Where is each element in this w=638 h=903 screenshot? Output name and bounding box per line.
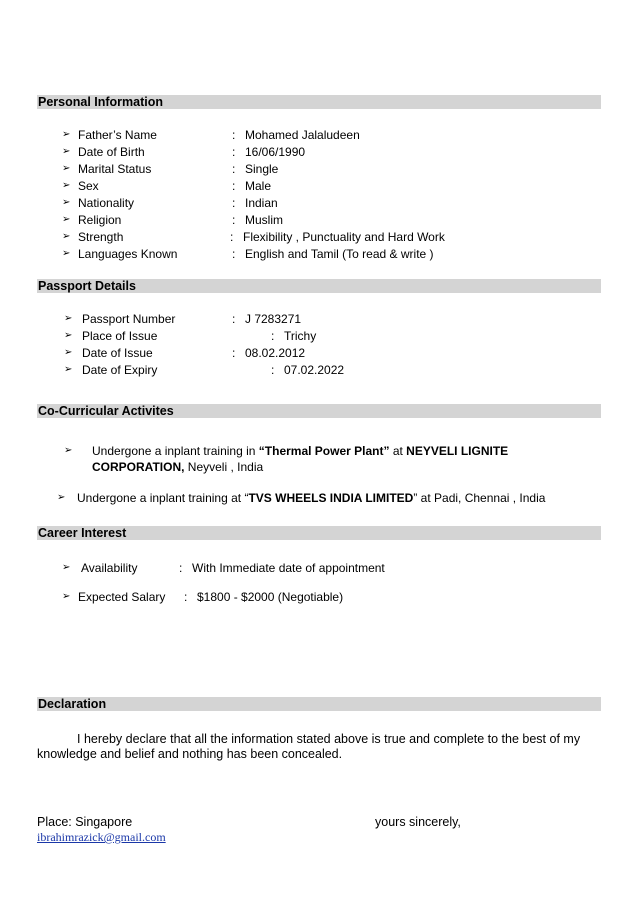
email-link[interactable]: ibrahimrazick@gmail.com	[37, 830, 166, 844]
field-label: Expected Salary	[78, 590, 166, 604]
training-line-1: Undergone a inplant training in “Thermal Power Plant” at NEYVELI LIGNITE	[92, 444, 509, 458]
arrow-bullet-icon: ➢	[62, 248, 71, 259]
field-label: Availability	[81, 561, 138, 575]
arrow-bullet-icon: ➢	[57, 492, 66, 503]
field-separator: :	[271, 329, 275, 343]
field-separator: :	[232, 312, 236, 326]
field-value: English and Tamil (To read & write )	[245, 247, 434, 261]
field-value: 07.02.2022	[284, 363, 345, 377]
passport-row-expiry	[0, 362, 638, 378]
field-label: Religion	[78, 213, 122, 227]
field-value: Flexibility , Punctuality and Hard Work	[243, 230, 445, 244]
field-separator: :	[271, 363, 275, 377]
field-label: Languages Known	[78, 247, 178, 261]
training-line: Undergone a inplant training at “TVS WHEELS INDIA LIMITED” at Padi, Chennai , India	[77, 491, 546, 505]
field-label: Strength	[78, 230, 124, 244]
field-value: $1800 - $2000 (Negotiable)	[197, 590, 344, 604]
field-value: J 7283271	[245, 312, 302, 326]
section-header-personal: Personal Information	[37, 95, 601, 109]
personal-row-religion	[0, 212, 638, 228]
field-separator: :	[184, 590, 188, 604]
arrow-bullet-icon: ➢	[62, 197, 71, 208]
field-separator: :	[232, 162, 236, 176]
field-separator: :	[232, 196, 236, 210]
field-value: Male	[245, 179, 272, 193]
personal-row-sex	[0, 178, 638, 194]
arrow-bullet-icon: ➢	[62, 146, 71, 157]
personal-row-dob	[0, 144, 638, 160]
personal-row-nationality	[0, 195, 638, 211]
arrow-bullet-icon: ➢	[62, 129, 71, 140]
field-separator: :	[232, 179, 236, 193]
cocurricular-item-1-cont	[0, 459, 638, 475]
declaration-line-1: I hereby declare that all the information stated above is true and complete to the best of my	[77, 732, 581, 746]
arrow-bullet-icon: ➢	[62, 562, 71, 573]
career-row-salary	[0, 589, 638, 605]
cocurricular-item-2	[0, 490, 638, 506]
personal-row-marital	[0, 161, 638, 177]
field-value: Mohamed Jalaludeen	[245, 128, 360, 142]
closing-text: yours sincerely,	[375, 815, 461, 829]
field-label: Date of Birth	[78, 145, 145, 159]
arrow-bullet-icon: ➢	[62, 231, 71, 242]
field-value: Single	[245, 162, 279, 176]
field-value: Muslim	[245, 213, 283, 227]
personal-row-strength	[0, 229, 638, 245]
field-value: 16/06/1990	[245, 145, 306, 159]
section-header-passport: Passport Details	[37, 279, 601, 293]
field-label: Place of Issue	[82, 329, 158, 343]
field-value: Indian	[245, 196, 278, 210]
field-separator: :	[232, 247, 236, 261]
arrow-bullet-icon: ➢	[62, 591, 71, 602]
field-value: Trichy	[284, 329, 317, 343]
field-separator: :	[230, 230, 234, 244]
section-header-declaration: Declaration	[37, 697, 601, 711]
passport-row-place	[0, 328, 638, 344]
arrow-bullet-icon: ➢	[64, 313, 73, 324]
field-label: Date of Expiry	[82, 363, 158, 377]
field-value: 08.02.2012	[245, 346, 306, 360]
arrow-bullet-icon: ➢	[64, 364, 73, 375]
section-header-cocurricular: Co-Curricular Activites	[37, 404, 601, 418]
place-text: Place: Singapore	[37, 815, 133, 829]
field-label: Sex	[78, 179, 99, 193]
personal-row-father	[0, 127, 638, 143]
arrow-bullet-icon: ➢	[62, 163, 71, 174]
field-value: With Immediate date of appointment	[192, 561, 385, 575]
career-row-availability	[0, 560, 638, 576]
passport-row-issue-date	[0, 345, 638, 361]
field-separator: :	[232, 346, 236, 360]
field-label: Date of Issue	[82, 346, 153, 360]
cocurricular-item-1	[0, 443, 638, 459]
arrow-bullet-icon: ➢	[62, 180, 71, 191]
field-separator: :	[179, 561, 183, 575]
declaration-line-2: knowledge and belief and nothing has been concealed.	[37, 747, 343, 761]
field-label: Marital Status	[78, 162, 152, 176]
training-line-2: CORPORATION, Neyveli , India	[92, 460, 264, 474]
arrow-bullet-icon: ➢	[64, 347, 73, 358]
arrow-bullet-icon: ➢	[64, 330, 73, 341]
field-label: Father’s Name	[78, 128, 157, 142]
passport-row-number	[0, 311, 638, 327]
field-label: Passport Number	[82, 312, 176, 326]
field-separator: :	[232, 128, 236, 142]
arrow-bullet-icon: ➢	[64, 445, 73, 456]
arrow-bullet-icon: ➢	[62, 214, 71, 225]
personal-row-languages	[0, 246, 638, 262]
section-header-career: Career Interest	[37, 526, 601, 540]
field-separator: :	[232, 145, 236, 159]
field-separator: :	[232, 213, 236, 227]
field-label: Nationality	[78, 196, 135, 210]
